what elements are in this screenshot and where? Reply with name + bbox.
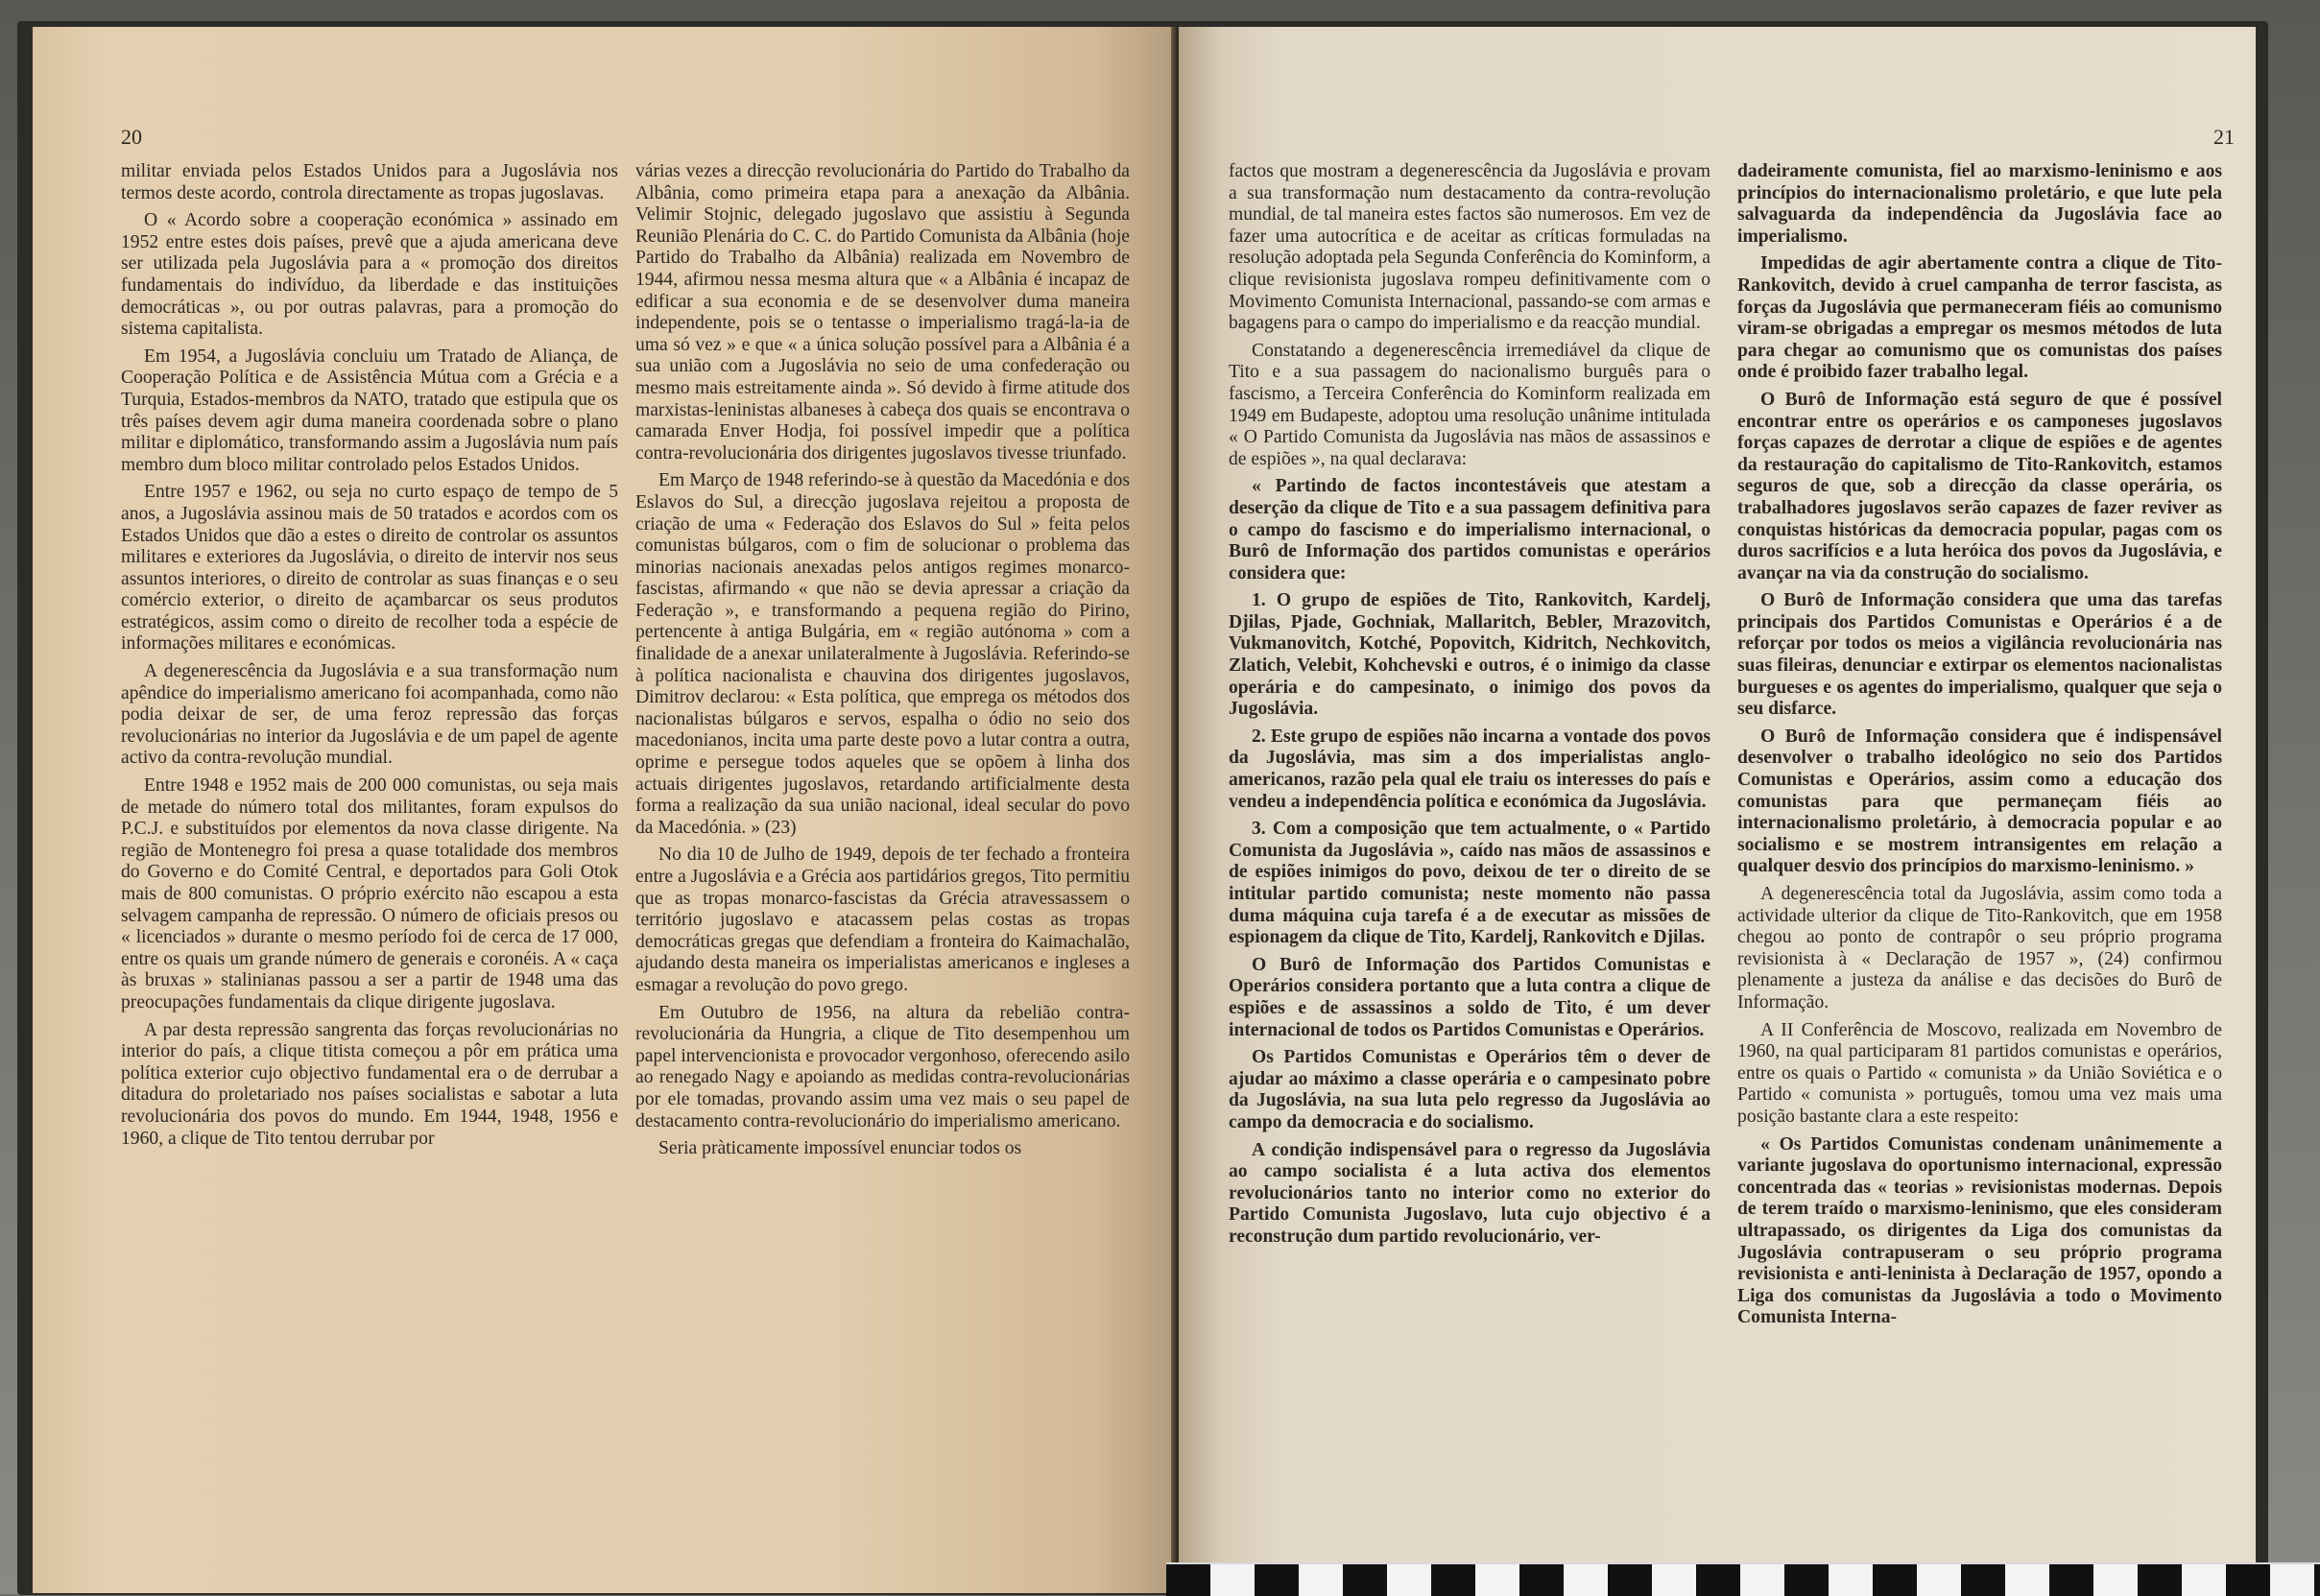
paragraph: Entre 1948 e 1952 mais de 200 000 comunistas, ou seja mais de metade do número total dos militantes, foram expulsos do P.C.J. e substituídos por elementos da nova classe dirigente. Na região de Montenegro foi presa a quase totalidade dos membros do Governo e do Comité Central, e deportados para Goli Otok mais de 800 comunistas. O próprio exército não escapou a esta selvagem campanha de repressão. O número de oficiais presos ou « licenciados » durante o mesmo período foi de cerca de 17 000, entre os quais um grande número de generais e coronéis. A « caça às bruxas » stalinianas passou a ser a partir de 1948 uma das preocupações fundamentais da clique dirigente jugoslava. [121, 775, 618, 1012]
paragraph: O Burô de Informação considera que é indispensável desenvolver o trabalho ideológico no seio dos Partidos Comunistas e Operários, assim como a educação dos comunistas para que permaneçam fiéis ao internacionalismo proletário, à democracia popular e ao socialismo e se mostrem intransigentes em relação a qualquer desvio dos princípios do marxismo-leninismo. » [1737, 726, 2222, 877]
paragraph: Seria pràticamente impossível enunciar todos os [658, 1138, 1022, 1159]
paragraph: Impedidas de agir abertamente contra a clique de Tito-Rankovitch, devido à cruel campanha de terror fascista, as forças da Jugoslávia que permaneceram fiéis ao comunismo viram-se obrigadas a empregar os mesmos métodos de luta para chegar ao comunismo que os comunistas dos países onde é proibido fazer trabalho legal. [1737, 253, 2222, 383]
right-page-number: 21 [2213, 125, 2235, 149]
paragraph: dadeiramente comunista, fiel ao marxismo-leninismo e aos princípios do internacionalismo proletário, e que lute pela salvaguarda da independência da Jugoslávia face ao imperialismo. [1737, 161, 2222, 247]
paragraph: Entre 1957 e 1962, ou seja no curto espaço de tempo de 5 anos, a Jugoslávia assinou mais de 50 tratados e acordos com os Estados Unidos que dão a estes o direito de controlar os assuntos militares e exteriores da Jugoslávia, o direito de intervir nos seus assuntos interiores, o direito de controlar as suas finanças e o seu comércio exterior, o direito de açambarcar os seus produtos estratégicos, assim como o direito de recolher toda a espécie de informações militares e económicas. [121, 482, 618, 655]
left-column-2 [635, 161, 1130, 1160]
measuring-scale [1166, 1562, 2320, 1596]
paragraph: A par desta repressão sangrenta das forças revolucionárias no interior do país, a clique titista começou a pôr em prática uma política exterior cujo objectivo fundamental era o de derrubar a ditadura do proletariado nos países socialistas e sabotar a luta revolucionária dos povos do mundo. Em 1944, 1948, 1956 e 1960, a clique de Tito tentou derrubar por [121, 1019, 618, 1149]
left-page [33, 27, 1175, 1593]
left-page-number: 20 [121, 125, 142, 149]
paragraph: militar enviada pelos Estados Unidos para a Jugoslávia nos termos deste acordo, controla directamente as tropas jugoslavas. [121, 161, 618, 203]
paragraph: 2. Este grupo de espiões não incarna a vontade dos povos da Jugoslávia, mas sim a dos imperialistas anglo-americanos, razão pela qual ele traiu os interesses do país e vendeu a independência política e económica da Jugoslávia. [1229, 726, 1710, 812]
paragraph: várias vezes a direcção revolucionária do Partido do Trabalho da Albânia, como primeira etapa para a anexação da Albânia. Velimir Stojnic, delegado jugoslavo que assistiu à Segunda Reunião Plenária do C. C. do Partido Comunista da Albânia (hoje Partido do Trabalho da Albânia) realizada em Novembro de 1944, afirmou nessa mesma altura que « a Albânia é incapaz de edificar a sua economia e de se desenvolver duma maneira independente, pois se o tentasse o imperialismo tragá-la-ia de uma só vez » e que « a única solução possível para a Albânia é a sua união com a Jugoslávia no seio de uma confederação ou mesmo mais estreitamente ainda ». Só devido à firme atitude dos marxistas-leninistas albaneses à cabeça dos quais se encontrava o camarada Enver Hodja, foi possível impedir que a política contra-revolucionária dos dirigentes jugoslavos tivesse triunfado. [635, 161, 1130, 464]
paragraph: Constatando a degenerescência irremediável da clique de Tito e a sua passagem do nacionalismo burguês para o fascismo, a Terceira Conferência do Kominform realizada em 1949 em Budapeste, adoptou uma resolução unânime intitulada « O Partido Comunista da Jugoslávia nas mãos de assassinos e de espiões », na qual declarava: [1229, 340, 1710, 469]
paragraph: Os Partidos Comunistas e Operários têm o dever de ajudar ao máximo a classe operária e o campesinato pobre da Jugoslávia, na sua luta pelo regresso da Jugoslávia ao campo da democracia e do socialismo. [1229, 1047, 1710, 1132]
paragraph: O Burô de Informação está seguro de que é possível encontrar entre os operários e os camponeses jugoslavos forças capazes de derrotar a clique de espiões e de agentes da restauração do capitalismo de Tito-Rankovitch, estamos seguros de que, sob a direcção da classe operária, os trabalhadores jugoslavos serão capazes de fazer reviver as conquistas históricas da democracia popular, pagas com os duros sacrifícios e a luta heróica dos povos da Jugoslávia, e avançar na via da construção do socialismo. [1737, 389, 2222, 584]
paragraph: factos que mostram a degenerescência da Jugoslávia e provam a sua transformação num destacamento da contra-revolução mundial, de tal maneira estes factos são numerosos. Em vez de fazer uma autocrítica e de aceitar as críticas formuladas na resolução adoptada pela Segunda Conferência do Kominform, a clique revisionista jugoslava rompeu definitivamente com o Movimento Comunista Internacional, passando-se com armas e bagagens para o campo do imperialismo e da reacção mundial. [1229, 161, 1710, 334]
right-column-2 [1737, 161, 2222, 1329]
paragraph: 1. O grupo de espiões de Tito, Rankovitch, Kardelj, Djilas, Pjade, Gochniak, Mallaritch, Bebler, Mrazovitch, Vukmanovitch, Kotché, Popovitch, Kidritch, Nechkovitch, Zlatich, Velebit, Kohchevski e outros, é o inimigo da classe operária e do campesinato, o inimigo dos povos da Jugoslávia. [1229, 590, 1710, 720]
paragraph: No dia 10 de Julho de 1949, depois de ter fechado a fronteira entre a Jugoslávia e a Grécia aos partidários gregos, Tito permitiu que as tropas monarco-fascistas da Grécia atravessassem o território jugoslavo e atacassem pelas costas as tropas democráticas gregas que defendiam a fronteira do Kaimachalão, ajudando desta maneira os imperialistas americanos e ingleses a esmagar a revolução do povo grego. [635, 845, 1130, 995]
paragraph: « Partindo de factos incontestáveis que atestam a deserção da clique de Tito e a sua passagem definitiva para o campo do fascismo e do imperialismo internacional, o Burô de Informação dos partidos comunistas e operários considera que: [1229, 476, 1710, 584]
right-column-1 [1229, 161, 1710, 1249]
paragraph: O « Acordo sobre a cooperação económica » assinado em 1952 entre estes dois países, prevê que a ajuda americana deve ser utilizada pela Jugoslávia para a « promoção dos direitos fundamentais do indivíduo, da liberdade e das instituições democráticas », ou por outras palavras, para a promoção do sistema capitalista. [121, 210, 618, 340]
right-page [1179, 27, 2256, 1593]
paragraph: A degenerescência total da Jugoslávia, assim como toda a actividade ulterior da clique de Tito-Rankovitch, que em 1958 chegou ao ponto de contrapôr o seu próprio programa revisionista à « Declaração de 1957 », (24) confirmou plenamente a justeza da análise e das decisões do Burô de Informação. [1737, 884, 2222, 1012]
paragraph: Em Março de 1948 referindo-se à questão da Macedónia e dos Eslavos do Sul, a direcção jugoslava rejeitou a proposta de criação de uma « Federação dos Eslavos do Sul » feita pelos comunistas búlgaros, com o fim de solucionar o problema das minorias nacionais anexadas pelos antigos regimes monarco-fascistas, afirmando « que não se devia apressar a criação da Federação », e transformando a pequena região do Pirino, pertencente à antiga Bulgária, em « região autónoma » com a finalidade de a anexar unilateralmente à Jugoslávia. Referindo-se à política nacionalista e chauvina dos dirigentes jugoslavos, Dimitrov declarou: « Esta política, que emprega os métodos dos nacionalistas búlgaros e servos, espalha o ódio no seio dos macedonianos, incita uma parte deste povo a lutar contra a outra, oprime e persegue todos aqueles que se opõem à linha dos actuais dirigentes jugoslavos, retardando artificialmente desta forma a realização da sua união nacional, ideal secular do povo da Macedónia. » (23) [635, 470, 1130, 838]
paragraph: 3. Com a composição que tem actualmente, o « Partido Comunista da Jugoslávia », caído nas mãos de assassinos e de espiões inimigos do povo, deixou de ter o direito de se intitular partido comunista; neste momento não passa duma máquina cuja tarefa é a de executar as missões de espionagem da clique de Tito, Kardelj, Rankovitch e Djilas. [1229, 819, 1710, 948]
paragraph: Em 1954, a Jugoslávia concluiu um Tratado de Aliança, de Cooperação Política e de Assistência Mútua com a Grécia e a Turquia, Estados-membros da NATO, tratado que estipula que os três países devem agir duma maneira coordenada sobre o plano militar e diplomático, transformando assim a Jugoslávia num país membro dum bloco militar controlado pelos Estados Unidos. [121, 345, 618, 475]
paragraph: Em Outubro de 1956, na altura da rebelião contra-revolucionária da Hungria, a clique de Tito desempenhou um papel intervencionista e provocador vergonhoso, oferecendo asilo ao renegado Nagy e apoiando as medidas contra-revolucionárias por ele tomadas, provando assim uma vez mais o seu papel de destacamento contra-revolucionário do imperialismo americano. [635, 1002, 1130, 1131]
paragraph: A condição indispensável para o regresso da Jugoslávia ao campo socialista é a luta activa dos elementos revolucionários tanto no interior como no exterior do Partido Comunista Jugoslavo, luta cujo objectivo é a reconstrução dum partido revolucionário, ver- [1229, 1139, 1710, 1247]
paragraph: O Burô de Informação dos Partidos Comunistas e Operários considera portanto que a luta contra a clique de espiões e de assassinos a soldo de Tito, é um dever internacional de todos os Partidos Comunistas e Operários. [1229, 954, 1710, 1040]
paragraph: O Burô de Informação considera que uma das tarefas principais dos Partidos Comunistas e Operários é a de reforçar por todos os meios a vigilância revolucionária nas suas fileiras, denunciar e extirpar os elementos nacionalistas burgueses e os agentes do imperialismo, qualquer que seja o seu disfarce. [1737, 590, 2222, 720]
paragraph: A degenerescência da Jugoslávia e a sua transformação num apêndice do imperialismo americano foi acompanhada, como não podia deixar de ser, de uma feroz repressão das forças revolucionárias no interior da Jugoslávia e de um papel de agente activo da contra-revolução mundial. [121, 661, 618, 769]
paragraph: A II Conferência de Moscovo, realizada em Novembro de 1960, na qual participaram 81 partidos comunistas e operários, entre os quais o Partido « comunista » da União Soviética e o Partido « comunista » português, tomou uma vez mais uma posição bastante clara a este respeito: [1737, 1019, 2222, 1127]
paragraph: « Os Partidos Comunistas condenam unânimemente a variante jugoslava do oportunismo internacional, expressão concentrada das « teorias » revisionistas modernas. Depois de terem traído o marxismo-leninismo, que eles consideram ultrapassado, os dirigentes da Liga dos comunistas da Jugoslávia contrapuseram o seu próprio programa revisionista e anti-leninista à Declaração de 1957, opondo a Liga dos comunistas da Jugoslávia a todo o Movimento Comunista Interna- [1737, 1133, 2222, 1328]
left-column-1 [121, 161, 618, 1150]
